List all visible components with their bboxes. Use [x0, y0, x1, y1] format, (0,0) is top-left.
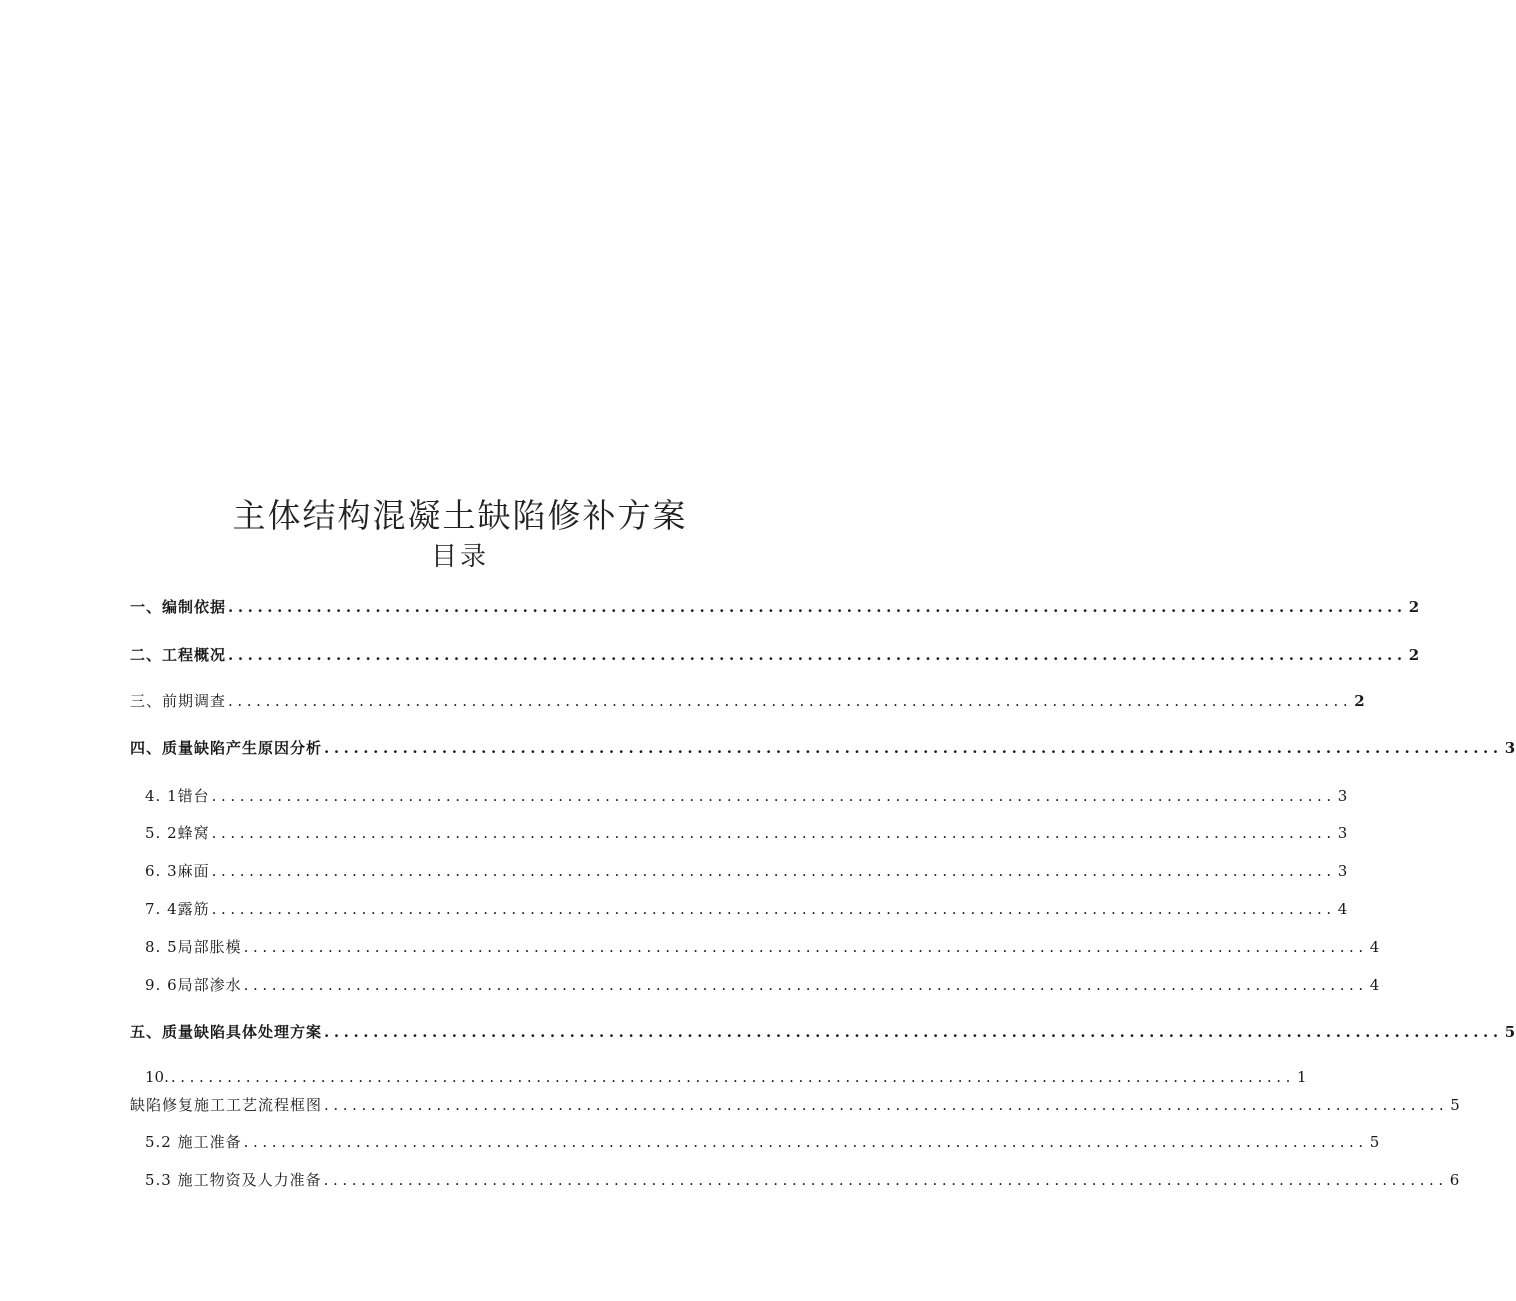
- toc-item-label: 6. 3麻面: [145, 862, 210, 880]
- toc-leader: ........................................................................................................................: [243, 976, 1368, 994]
- toc-item[interactable]: [130, 1021, 1516, 1042]
- toc-item[interactable]: [145, 1169, 1461, 1190]
- toc-item-label: 10.: [145, 1068, 169, 1086]
- toc-item-page: 1: [1297, 1068, 1307, 1086]
- toc-item-label: 缺陷修复施工工艺流程框图: [130, 1096, 323, 1114]
- toc-item-page: 5: [1450, 1096, 1461, 1114]
- toc-item[interactable]: [130, 690, 1366, 711]
- toc-item[interactable]: [145, 1068, 1307, 1086]
- toc-leader: ........................................................................................................................: [211, 862, 1336, 880]
- toc-leader: ........................................................................................................................: [211, 787, 1336, 805]
- toc-leader: ........................................................................................................................: [324, 1096, 1449, 1114]
- toc-item-page: 3: [1337, 824, 1349, 842]
- toc-item-page: 5: [1369, 1133, 1381, 1151]
- toc-item[interactable]: [145, 860, 1349, 881]
- toc-item[interactable]: [145, 974, 1381, 995]
- toc-leader: ........................................................................................................................: [228, 692, 1353, 710]
- toc-leader: ........................................................................................................................: [243, 938, 1368, 956]
- toc-leader: ........................................................................................................................: [228, 598, 1407, 616]
- toc-leader: ........................................................................................................................: [211, 900, 1336, 918]
- toc-item[interactable]: [145, 1131, 1381, 1152]
- toc-item-page: 4: [1369, 938, 1381, 956]
- toc-item[interactable]: [130, 1094, 1461, 1115]
- toc-item[interactable]: [130, 644, 1421, 665]
- toc-leader: ........................................................................................................................: [243, 1133, 1368, 1151]
- toc-leader: ........................................................................................................................: [323, 1171, 1448, 1189]
- toc-item-label: 9. 6局部渗水: [145, 976, 242, 994]
- toc-item-label: 5.2 施工准备: [145, 1133, 242, 1151]
- toc-item-label: 一、编制依据: [130, 598, 227, 616]
- toc-item-page: 2: [1408, 598, 1421, 616]
- toc-item-label: 5.3 施工物资及人力准备: [145, 1171, 322, 1189]
- toc-item[interactable]: [130, 737, 1516, 758]
- toc-item-page: 3: [1337, 787, 1349, 805]
- toc-item-page: 3: [1337, 862, 1349, 880]
- toc-item-page: 5: [1504, 1023, 1516, 1041]
- toc-leader: ........................................................................................................................: [324, 739, 1503, 757]
- toc-leader: ........................................................................................................................: [324, 1023, 1503, 1041]
- toc-item-label: 4. 1错台: [145, 787, 210, 805]
- toc-item-label: 三、前期调查: [130, 692, 227, 710]
- toc-item[interactable]: [130, 596, 1421, 617]
- toc-item-page: 2: [1408, 646, 1421, 664]
- toc-item-page: 4: [1337, 900, 1349, 918]
- toc-heading: 目录: [430, 542, 489, 572]
- toc-leader: ........................................................................................................................: [170, 1068, 1296, 1086]
- toc-item-label: 5. 2蜂窝: [145, 824, 210, 842]
- toc-item[interactable]: [145, 898, 1349, 919]
- toc-item-page: 3: [1504, 739, 1516, 757]
- toc-item[interactable]: [145, 785, 1349, 806]
- toc-item-label: 7. 4露筋: [145, 900, 210, 918]
- toc-item[interactable]: [145, 822, 1349, 843]
- toc-leader: ........................................................................................................................: [228, 646, 1407, 664]
- toc-item-page: 6: [1449, 1171, 1461, 1189]
- toc-item[interactable]: [145, 936, 1381, 957]
- document-title: 主体结构混凝土缺陷修补方案: [232, 496, 688, 535]
- toc-item-label: 8. 5局部胀模: [145, 938, 242, 956]
- toc-item-page: 2: [1354, 692, 1366, 710]
- toc-item-label: 五、质量缺陷具体处理方案: [130, 1023, 323, 1041]
- toc-item-page: 4: [1369, 976, 1381, 994]
- toc-leader: ........................................................................................................................: [211, 824, 1336, 842]
- toc-item-label: 四、质量缺陷产生原因分析: [130, 739, 323, 757]
- toc-item-label: 二、工程概况: [130, 646, 227, 664]
